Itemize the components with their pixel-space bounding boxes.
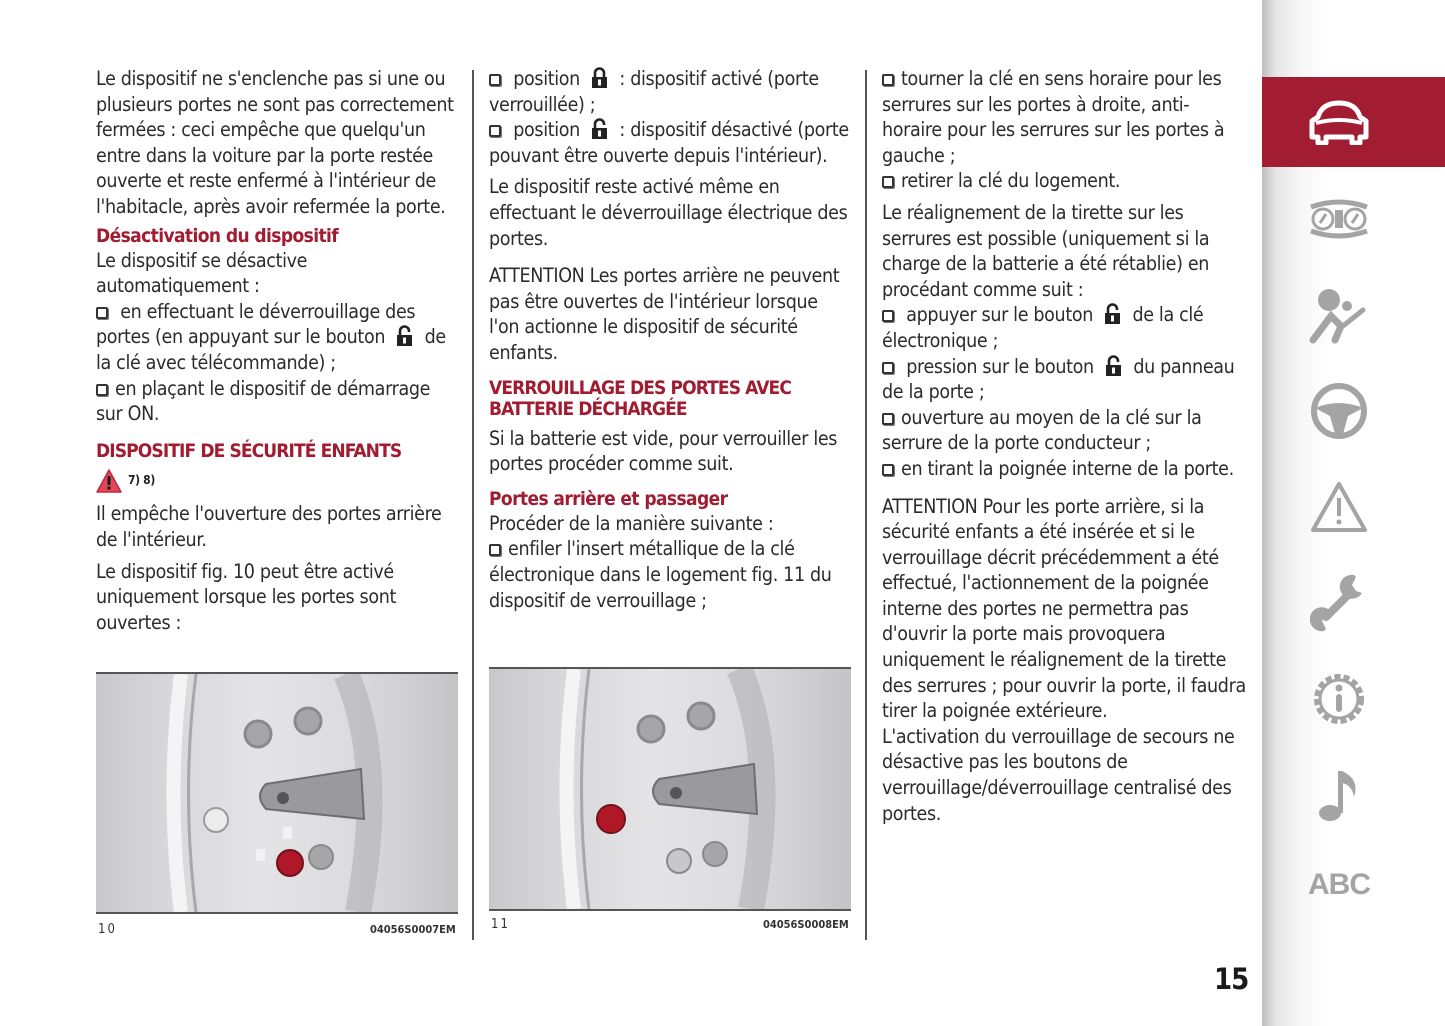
attention-paragraph: ATTENTION Les portes arrière ne peuvent pas être ouvertes de l'intérieur lorsque l'on actionne le dispositif de sécurité enfants. <box>489 264 840 364</box>
wrench-icon[interactable] <box>1306 570 1372 636</box>
gear-info-icon[interactable] <box>1306 666 1372 732</box>
battery-text: Si la batterie est vide, pour verrouiller les portes procéder comme suit. <box>489 426 838 476</box>
sidebar-item-car-active[interactable] <box>1262 77 1445 167</box>
unlock-icon <box>1105 355 1122 377</box>
child-safety-heading: DISPOSITIF DE SÉCURITÉ ENFANTS <box>96 439 402 462</box>
column-divider-2 <box>865 70 867 940</box>
warning-triangle-icon[interactable] <box>1306 474 1372 540</box>
list-item: position : dispositif activé (porte verrouillée) ; <box>489 66 851 117</box>
column-1 <box>96 66 458 641</box>
battery-heading: VERROUILLAGE DES PORTES AVEC BATTERIE DÉCHARGÉE <box>489 376 791 420</box>
warning-refs: 7) 8) <box>128 472 155 487</box>
list-item: retirer la clé du logement. <box>882 168 1247 194</box>
column-2 <box>489 66 851 619</box>
list-item: position : dispositif désactivé (porte pouvant être ouverte depuis l'intérieur). <box>489 117 851 168</box>
figure-11-door-lock-image <box>489 667 851 911</box>
figure-10-code: 04056S0007EM <box>370 923 456 936</box>
figure-11-number: 11 <box>491 917 510 932</box>
unlock-icon <box>396 325 413 347</box>
list-item: tourner la clé en sens horaire pour les serrures sur les portes à droite, anti-horaire pour les serrures sur les portes à gauche ; <box>882 66 1247 168</box>
sidebar-item-index[interactable]: ABC <box>1308 868 1370 901</box>
music-note-icon[interactable] <box>1306 762 1372 828</box>
page-number: 15 <box>1214 962 1249 996</box>
text-paragraph: Le dispositif reste activé même en effectuant le déverrouillage électrique des portes. <box>489 175 848 250</box>
chapter-sidebar <box>1262 0 1445 1026</box>
text-paragraph: L'activation du verrouillage de secours ne désactive pas les boutons de verrouillage/déverrouillage centralisé des portes. <box>882 724 1235 825</box>
text-paragraph: Le réalignement de la tirette sur les serrures est possible (uniquement si la charge de la batterie a été rétablie) en procédant comme suit : <box>882 200 1210 301</box>
unlock-icon <box>591 118 608 140</box>
list-item: enfiler l'insert métallique de la clé électronique dans le logement fig. 11 du dispositif de verrouillage ; <box>489 536 851 613</box>
figure-11-code: 04056S0008EM <box>763 918 849 931</box>
list-item: appuyer sur le bouton de la clé électronique ; <box>882 302 1247 353</box>
deactivation-heading: Désactivation du dispositif <box>96 224 339 247</box>
rear-passenger-heading: Portes arrière et passager <box>489 487 728 510</box>
car-icon <box>1306 89 1372 155</box>
unlock-icon <box>1104 303 1121 325</box>
deactivation-text: Le dispositif se désactive automatiquement : <box>96 248 308 298</box>
list-item: ouverture au moyen de la clé sur la serrure de la porte conducteur ; <box>882 405 1247 456</box>
warning-triangle-icon <box>96 469 122 493</box>
rear-text: Procéder de la manière suivante : <box>489 511 774 535</box>
list-item: en plaçant le dispositif de démarrage sur ON. <box>96 376 458 427</box>
lock-icon <box>591 67 608 89</box>
airbag-person-icon[interactable] <box>1306 282 1372 348</box>
list-item: en effectuant le déverrouillage des portes (en appuyant sur le bouton de la clé avec télécommande) ; <box>96 299 458 376</box>
steering-wheel-icon[interactable] <box>1306 378 1372 444</box>
child-text-1: Il empêche l'ouverture des portes arrière de l'intérieur. <box>96 502 442 551</box>
child-text-2: Le dispositif fig. 10 peut être activé uniquement lorsque les portes sont ouvertes : <box>96 559 397 634</box>
column-3 <box>882 66 1247 832</box>
column-divider-1 <box>472 70 474 940</box>
intro-paragraph: Le dispositif ne s'enclenche pas si une ou plusieurs portes ne sont pas correctement fermées : ceci empêche que quelqu'un entre dans la voiture par la porte restée ouverte et reste enfermé à l'intérieur de l'habitacle, après avoir refermée la porte. <box>96 67 454 218</box>
list-item: en tirant la poignée interne de la porte. <box>882 456 1247 482</box>
list-item: pression sur le bouton du panneau de la porte ; <box>882 354 1247 405</box>
figure-10-number: 10 <box>98 922 117 937</box>
dashboard-gauges-icon[interactable] <box>1306 186 1372 252</box>
warning-reference <box>96 468 458 494</box>
figure-10-door-lock-image <box>96 672 458 914</box>
attention-paragraph: ATTENTION Pour les porte arrière, si la sécurité enfants a été insérée et si le verrouillage décrit précédemment a été effectué, l'actionnement de la poignée interne des portes ne permettra pas d'ouvrir la porte mais provoquera uniquement le réalignement de la tirette des serrures ; pour ouvrir la porte, il faudra tirer la poignée extérieure. <box>882 494 1246 723</box>
